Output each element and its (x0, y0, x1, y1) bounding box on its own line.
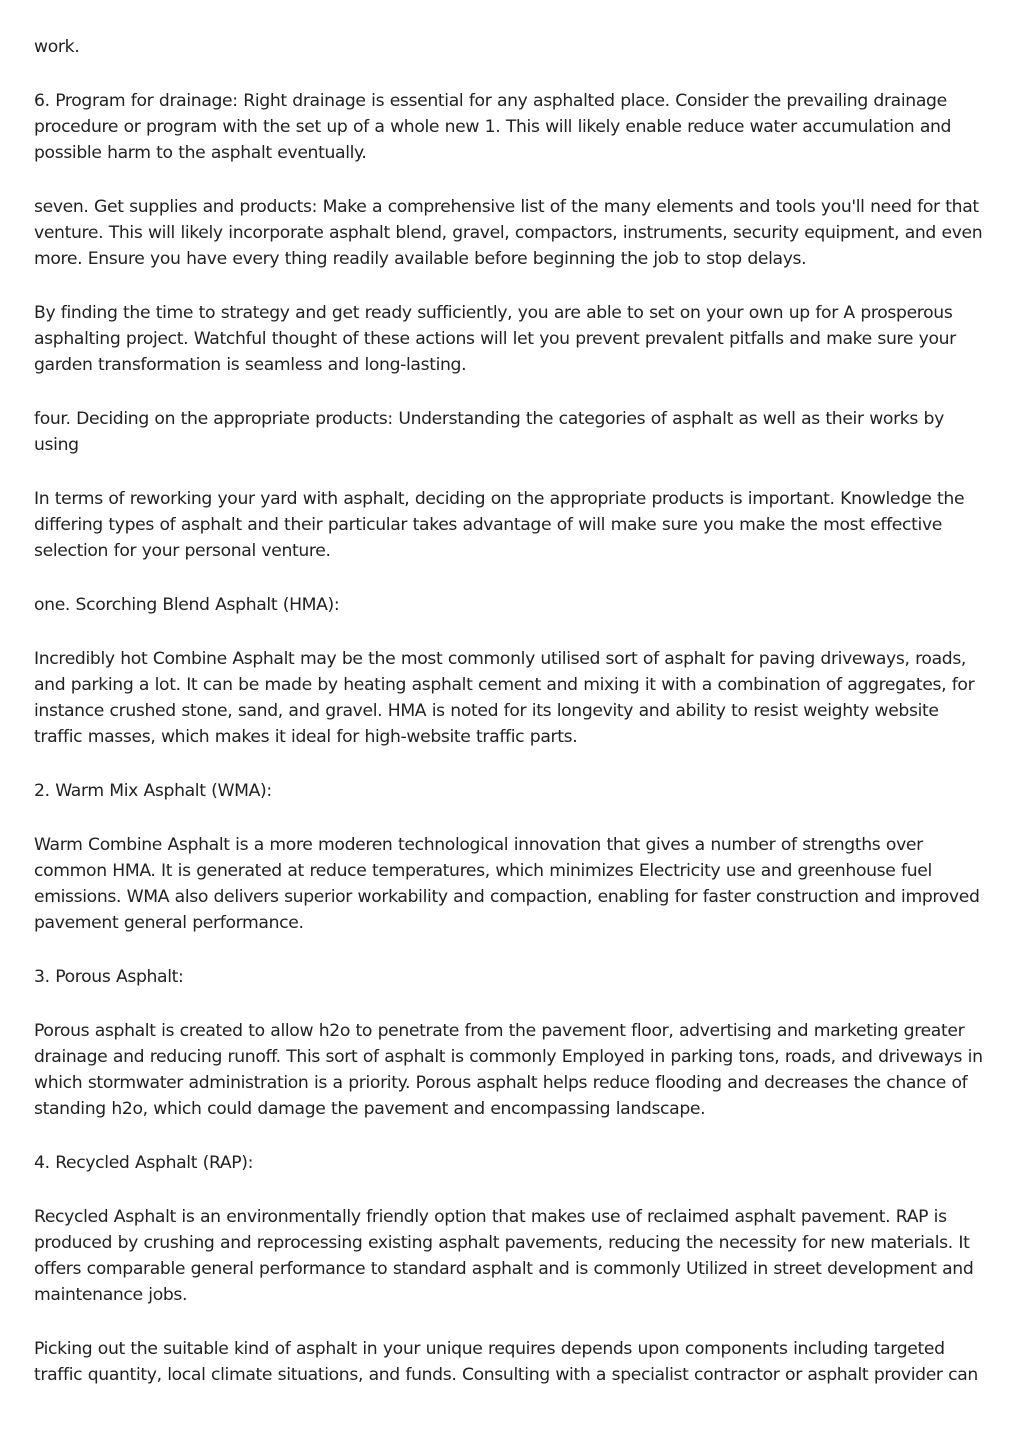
paragraph-choosing-products-intro: In terms of reworking your yard with asphalt, deciding on the appropriate products is important. Knowledge the differing types of asphalt and their particular takes advantage of will make sure you make the most effective selection for your personal venture. (34, 489, 965, 561)
heading-hot-mix-asphalt: one. Scorching Blend Asphalt (HMA): (34, 595, 340, 615)
paragraph-planning-summary: By finding the time to strategy and get ready sufficiently, you are able to set on your own up for A prosperous asphalting project. Watchful thought of these actions will let you prevent prevalent pitfalls and make sure your garden transformation is seamless and long-lasting. (34, 303, 956, 375)
paragraph-choosing-products-heading: four. Deciding on the appropriate products: Understanding the categories of asphalt as well as their works by using (34, 409, 944, 455)
paragraph-drainage-program: 6. Program for drainage: Right drainage is essential for any asphalted place. Consider the prevailing drainage procedure or program with the set up of a whole new 1. This will likely enable reduce water accumulation and possible harm to the asphalt eventually. (34, 91, 952, 163)
paragraph-porous-asphalt: Porous asphalt is created to allow h2o to penetrate from the pavement floor, advertising and marketing greater drainage and reducing runoff. This sort of asphalt is commonly Employed in parking tons, roads, and driveways in which stormwater administration is a priority. Porous asphalt helps reduce flooding and decreases the chance of standing h2o, which could damage the pavement and encompassing landscape. (34, 1021, 983, 1119)
heading-recycled-asphalt: 4. Recycled Asphalt (RAP): (34, 1153, 254, 1173)
paragraph-choosing-asphalt-type: Picking out the suitable kind of asphalt in your unique requires depends upon components including targeted traffic quantity, local climate situations, and funds. Consulting with a specialist contractor or asphalt provider can (34, 1339, 978, 1385)
paragraph-supplies-products: seven. Get supplies and products: Make a comprehensive list of the many elements and tools you'll need for that venture. This will likely incorporate asphalt blend, gravel, compactors, instruments, security equipment, and even more. Ensure you have every thing readily available before beginning the job to stop delays. (34, 197, 983, 269)
document-page (34, 34, 992, 1416)
heading-porous-asphalt: 3. Porous Asphalt: (34, 967, 184, 987)
paragraph-fragment-work: work. (34, 37, 80, 57)
paragraph-warm-mix-asphalt: Warm Combine Asphalt is a more moderen technological innovation that gives a number of strengths over common HMA. It is generated at reduce temperatures, which minimizes Electricity use and greenhouse fuel emissions. WMA also delivers superior workability and compaction, enabling for faster construction and improved pavement general performance. (34, 835, 980, 933)
paragraph-hot-mix-asphalt: Incredibly hot Combine Asphalt may be the most commonly utilised sort of asphalt for paving driveways, roads, and parking a lot. It can be made by heating asphalt cement and mixing it with a combination of aggregates, for instance crushed stone, sand, and gravel. HMA is noted for its longevity and ability to resist weighty website traffic masses, which makes it ideal for high-website traffic parts. (34, 649, 975, 747)
paragraph-recycled-asphalt: Recycled Asphalt is an environmentally friendly option that makes use of reclaimed asphalt pavement. RAP is produced by crushing and reprocessing existing asphalt pavements, reducing the necessity for new materials. It offers comparable general performance to standard asphalt and is commonly Utilized in street development and maintenance jobs. (34, 1207, 974, 1305)
heading-warm-mix-asphalt: 2. Warm Mix Asphalt (WMA): (34, 781, 272, 801)
